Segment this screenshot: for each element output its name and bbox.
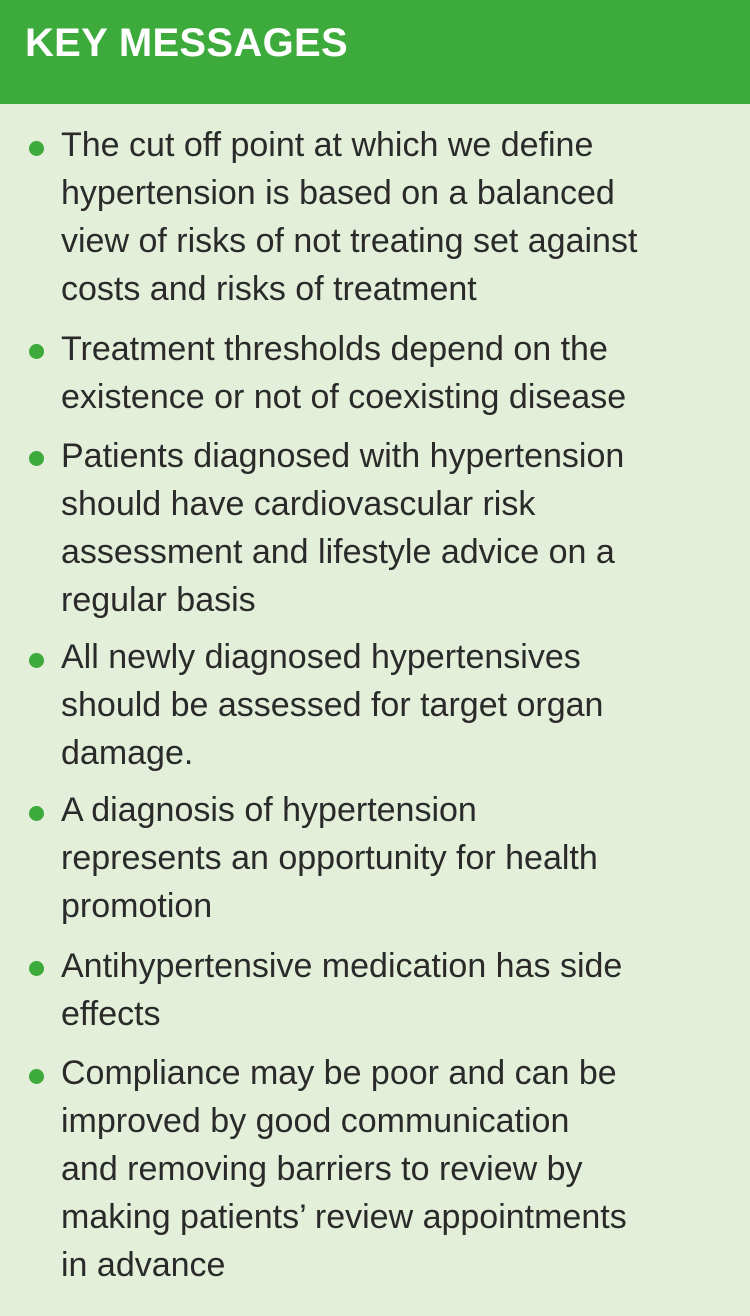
- message-line: view of risks of not treating set against: [61, 222, 638, 260]
- message-line: improved by good communication: [61, 1102, 570, 1140]
- message-line: should be assessed for target organ: [61, 686, 604, 724]
- message-line: represents an opportunity for health: [61, 839, 598, 877]
- message-text: [61, 325, 743, 421]
- green-dot-icon: [29, 451, 44, 466]
- message-line: assessment and lifestyle advice on a: [61, 533, 615, 571]
- message-line: costs and risks of treatment: [61, 270, 477, 308]
- message-line: and removing barriers to review by: [61, 1150, 583, 1188]
- green-dot-icon: [29, 344, 44, 359]
- green-dot-icon: [29, 806, 44, 821]
- message-line: Treatment thresholds depend on the: [61, 330, 608, 368]
- green-dot-icon: [29, 1069, 44, 1084]
- key-messages-header: [0, 0, 750, 104]
- message-line: Patients diagnosed with hypertension: [61, 437, 625, 475]
- key-messages-title: KEY MESSAGES: [25, 21, 348, 65]
- message-line: promotion: [61, 887, 213, 925]
- message-text: [61, 942, 743, 1038]
- message-line: Antihypertensive medication has side: [61, 947, 623, 985]
- message-line: The cut off point at which we define: [61, 126, 594, 164]
- message-text: [61, 786, 743, 930]
- green-dot-icon: [29, 653, 44, 668]
- message-line: Compliance may be poor and can be: [61, 1054, 617, 1092]
- message-line: damage.: [61, 734, 194, 772]
- message-text: [61, 121, 743, 313]
- message-line: in advance: [61, 1246, 226, 1284]
- message-text: [61, 432, 743, 624]
- message-line: effects: [61, 995, 161, 1033]
- green-dot-icon: [29, 961, 44, 976]
- green-dot-icon: [29, 141, 44, 156]
- message-line: should have cardiovascular risk: [61, 485, 536, 523]
- message-line: All newly diagnosed hypertensives: [61, 638, 581, 676]
- message-line: making patients’ review appointments: [61, 1198, 627, 1236]
- message-line: existence or not of coexisting disease: [61, 378, 627, 416]
- message-line: regular basis: [61, 581, 256, 619]
- message-text: [61, 633, 743, 777]
- message-text: [61, 1049, 743, 1289]
- message-line: A diagnosis of hypertension: [61, 791, 477, 829]
- message-line: hypertension is based on a balanced: [61, 174, 615, 212]
